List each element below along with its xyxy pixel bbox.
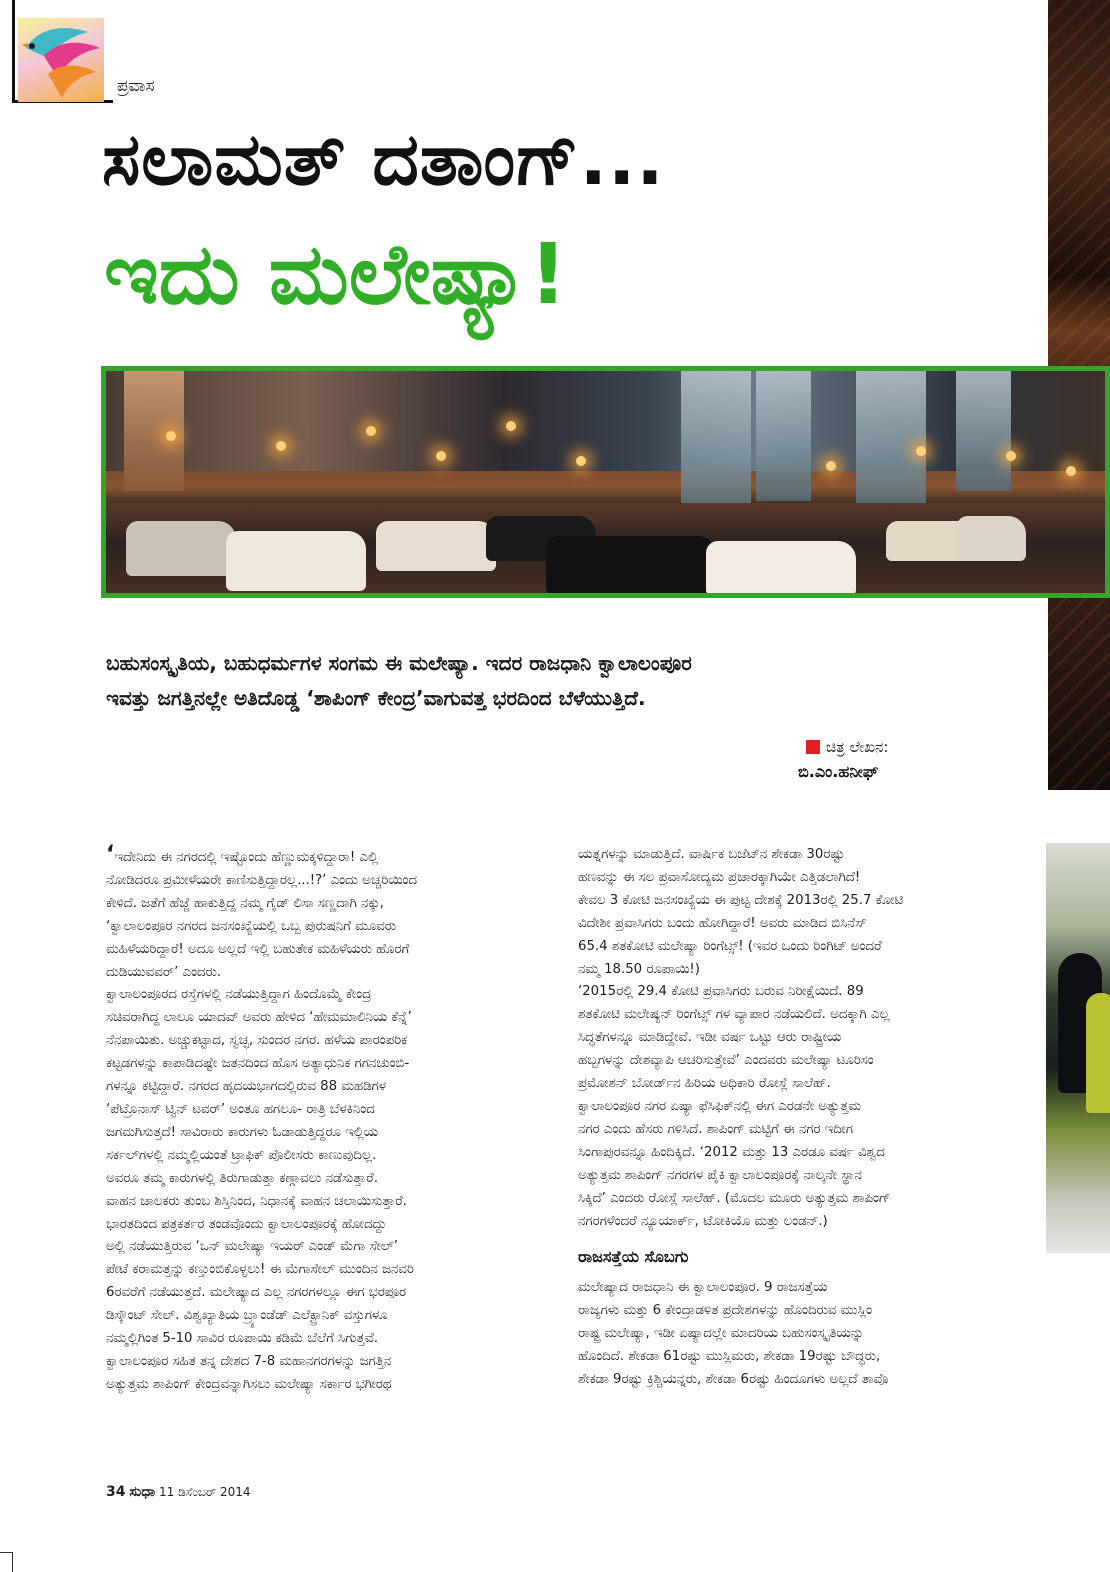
section-label: ಪ್ರವಾಸ: [117, 76, 155, 96]
body-line: ನಗರಗಳೆಂದರೆ ನ್ಯೂಯಾರ್ಕ್, ಟೋಕಿಯೊ ಮತ್ತು ಲಂಡನ್.): [578, 1213, 828, 1229]
street-light: [916, 446, 926, 456]
body-line: ಅತ್ಯುತ್ತಮ ಶಾಪಿಂಗ್ ನಗರಗಳ ಪೈಕಿ ಕ್ವಾಲಾಲಂಪೂರಕ್ಕೆ ನಾಲ್ಕನೇ ಸ್ಥಾನ: [578, 1167, 862, 1183]
bird-logo-icon: [18, 18, 104, 102]
street-light: [506, 421, 516, 431]
photo-building: [124, 371, 184, 491]
street-light: [826, 461, 836, 471]
opening-quote: ‘: [106, 844, 115, 867]
body-line: ಅತ್ಯುತ್ತಮ ಶಾಪಿಂಗ್ ಕೇಂದ್ರವನ್ನಾಗಿಸಲು ಮಲೇಷ್ಯಾ ಸರ್ಕಾರ ಭಗೀರಥ: [106, 1376, 392, 1392]
photo-car: [226, 531, 366, 591]
body-line: ಅವರೂ ತಮ್ಮ ಕಾರುಗಳಲ್ಲಿ ತಿರುಗಾಡುತ್ತಾ ಕಣ್ಗಾವಲು ನಡೆಸುತ್ತಾರೆ.: [106, 1170, 378, 1186]
street-light: [366, 426, 376, 436]
person-figure: [1086, 993, 1110, 1113]
byline-label-text: ಚಿತ್ರ ಲೇಖನ:: [826, 738, 889, 756]
body-line: ವಿದೇಶೀ ಪ್ರವಾಸಿಗರು ಬಂದು ಹೋಗಿದ್ದಾರೆ! ಅವರು ಮಾಡಿದ ಬಿಸಿನೆಸ್: [578, 915, 867, 931]
body-line: ಹೊಂದಿದೆ. ಶೇಕಡಾ 61ರಷ್ಟು ಮುಸ್ಲಿಮರು, ಶೇಕಡಾ 19ರಷ್ಟು ಬೌದ್ಧರು,: [578, 1349, 881, 1365]
body-line: ಸಿದ್ಧತೆಗಳನ್ನೂ ಮಾಡಿದ್ದೇವೆ. ಇಡೀ ವರ್ಷ ಒಟ್ಟು ಆರು ರಾಷ್ಟ್ರೀಯ: [578, 1030, 842, 1046]
page-number: 34: [106, 1484, 126, 1500]
body-line: ಕ್ವಾಲಾಲಂಪೂರದ ರಸ್ತೆಗಳಲ್ಲಿ ನಡೆಯುತ್ತಿದ್ದಾಗ ಹಿಂದೊಮ್ಮೆ ಕೇಂದ್ರ: [106, 987, 372, 1003]
body-line: ಸಿಕ್ಕಿದೆ’ ಎಂದರು ರೋಸ್ಲೆ ಸಾಲೆಹ್. (ಮೊದಲ ಮೂರು ಅತ್ಯುತ್ತಮ ಶಾಪಿಂಗ್: [578, 1190, 891, 1206]
photo-car: [956, 516, 1026, 561]
body-line: ವಾಹನ ಚಾಲಕರು ತುಂಬ ಶಿಸ್ತಿನಿಂದ, ನಿಧಾನಕ್ಕೆ ವಾಹನ ಚಲಾಯಿಸುತ್ತಾರೆ.: [106, 1193, 407, 1209]
byline-label: [806, 738, 888, 756]
body-line: ಮಹಿಳೆಯರಿದ್ದಾರೆ! ಅದೂ ಅಲ್ಲದೆ ಇಲ್ಲಿ ಬಹುತೇಕ ಮಹಿಳೆಯರು ಹೊರಗೆ: [106, 941, 410, 957]
photo-building: [956, 371, 1011, 491]
page-folio: [106, 1484, 251, 1500]
body-line: ಡಿಸ್ಕೌಂಟ್ ಸೇಲ್. ವಿಶ್ವಖ್ಯಾತಿಯ ಬ್ರ್ಯಾಂಡೆಡ್ ಎಲೆಕ್ಟ್ರಾನಿಕ್ ವಸ್ತುಗಳೂ: [106, 1308, 388, 1324]
headline-line-1: ಸಲಾಮತ್ ದತಾಂಗ್...: [102, 117, 665, 201]
lead-line: ಇವತ್ತು ಜಗತ್ತಿನಲ್ಲೇ ಅತಿದೊಡ್ಡ ‘ಶಾಪಿಂಗ್ ಕೇಂದ್ರ’ವಾಗುವತ್ತ ಭರದಿಂದ ಬೆಳೆಯುತ್ತಿದೆ.: [106, 686, 646, 710]
crop-mark: [0, 1552, 13, 1572]
hero-photo-kuala-lumpur: [101, 366, 1110, 598]
photo-car: [126, 521, 236, 576]
red-square-icon: [806, 740, 820, 754]
body-line-text: ಇದೇನಿದು ಈ ನಗರದಲ್ಲಿ ಇಷ್ಟೊಂದು ಹೆಣ್ಣುಮಕ್ಕಳಿದ್ದಾರಾ! ಎಲ್ಲಿ: [114, 850, 379, 865]
street-light: [1006, 451, 1016, 461]
headline-line-2: ಇದು ಮಲೇಷ್ಯಾ!: [104, 225, 568, 323]
body-line: ಜಗಮಗಿಸುತ್ತದೆ! ಸಾವಿರಾರು ಕಾರುಗಳು ಓಡಾಡುತ್ತಿದ್ದರೂ ಇಲ್ಲಿಯ: [106, 1124, 379, 1140]
body-line: ರಾಷ್ಟ್ರ ಮಲೇಷ್ಯಾ, ಇಡೀ ಏಷ್ಯಾದಲ್ಲೇ ಮಾದರಿಯ ಬಹುಸಂಸ್ಕೃತಿಯನ್ನು: [578, 1326, 865, 1342]
body-line: ರಾಜ್ಯಗಳು ಮತ್ತು 6 ಕೇಂದ್ರಾಡಳಿತ ಪ್ರದೇಶಗಳನ್ನು ಹೊಂದಿರುವ ಮುಸ್ಲಿಂ: [578, 1303, 872, 1319]
body-line: ನೆನಪಾಯಿತು. ಅಚ್ಚುಕಟ್ಟಾದ, ಸ್ವಚ್ಛ, ಸುಂದರ ನಗರ. ಹಳೆಯ ಪಾರಂಪರಿಕ: [106, 1033, 408, 1049]
body-line: ಸರ್ಕಲ್‌ಗಳಲ್ಲಿ ನಮ್ಮಲ್ಲಿಯಂತೆ ಟ್ರಾಫಿಕ್ ಪೊಲೀಸರು ಕಾಣುವುದಿಲ್ಲ.: [106, 1147, 377, 1163]
body-line: ಶತಕೋಟಿ ಮಲೇಷ್ಯನ್ ರಿಂಗೆಟ್ಸ್ ಗಳ ವ್ಯಾಪಾರ ನಡೆಯಲಿದೆ. ಅದಕ್ಕಾಗಿ ಎಲ್ಲ: [578, 1007, 890, 1023]
body-line: ಅಲ್ಲಿ ನಡೆಯುತ್ತಿರುವ ‘ಒನ್ ಮಲೇಷ್ಯಾ ಇಯರ್ ಎಂಡ್ ಮೆಗಾ ಸೇಲ್’: [106, 1239, 398, 1255]
body-line: 6ರವರೆಗೆ ನಡೆಯುತ್ತದೆ. ಮಲೇಷ್ಯಾದ ಎಲ್ಲ ನಗರಗಳಲ್ಲೂ ಈಗ ಭರಪೂರ: [106, 1285, 407, 1301]
lead-line: ಬಹುಸಂಸ್ಕೃತಿಯ, ಬಹುಧರ್ಮಗಳ ಸಂಗಮ ಈ ಮಲೇಷ್ಯಾ. ಇದರ ರಾಜಧಾನಿ ಕ್ವಾಲಾಲಂಪೂರ: [106, 651, 692, 675]
body-line: ನಗರ ಎಂದು ಹೆಸರು ಗಳಿಸಿದೆ. ಶಾಪಿಂಗ್ ಮಟ್ಟಿಗೆ ಈ ನಗರ ಇದೀಗ: [578, 1121, 853, 1137]
body-line: ಶೇಕಡಾ 9ರಷ್ಟು ಕ್ರಿಶ್ಚಿಯನ್ನರು, ಶೇಕಡಾ 6ರಷ್ಟು ಹಿಂದೂಗಳು ಅಲ್ಲದೆ ತಾವೊ: [578, 1372, 889, 1388]
body-line: ಹಬ್ಬಗಳನ್ನು ದೇಶವ್ಯಾಪಿ ಆಚರಿಸುತ್ತೇವೆ’ ಎಂದವರು ಮಲೇಷ್ಯಾ ಟೂರಿಸಂ: [578, 1053, 874, 1069]
body-line: ಪ್ರಮೋಶನ್ ಬೋರ್ಡ್‌ನ ಹಿರಿಯ ಅಧಿಕಾರಿ ರೋಸ್ಲೆ ಸಾಲೆಹ್.: [578, 1076, 831, 1092]
body-column-right: [578, 844, 1028, 1392]
body-line: ‘2015ರಲ್ಲಿ 29.4 ಕೋಟಿ ಪ್ರವಾಸಿಗರು ಬರುವ ನಿರೀಕ್ಷೆಯಿದೆ. 89: [578, 984, 864, 1000]
street-light: [1066, 466, 1076, 476]
edge-photo-street: [1046, 843, 1110, 1253]
body-line: [106, 844, 558, 870]
street-light: [436, 451, 446, 461]
street-light: [166, 431, 176, 441]
body-line: ಕ್ವಾಲಾಲಂಪೂರ ನಗರ ಏಷ್ಯಾ ಫೆಸಿಫಿಕ್‌ನಲ್ಲಿ ಈಗ ಎರಡನೇ ಅತ್ಯುತ್ತಮ: [578, 1098, 861, 1114]
body-line: ಪೇಟೆ ಕರಾಮತ್ತನ್ನು ಕಣ್ತುಂಬಿಕೊಳ್ಳಲು! ಈ ಮೆಗಾಸೇಲ್ ಮುಂದಿನ ಜನವರಿ: [106, 1262, 414, 1278]
body-line: ಯತ್ನಗಳನ್ನು ಮಾಡುತ್ತಿದೆ. ವಾರ್ಷಿಕ ಬಜೆಟ್‌ನ ಶೇಕಡಾ 30ರಷ್ಟು: [578, 847, 845, 862]
body-line: ‘ಪೆಟ್ರೊನಾಸ್ ಟ್ವಿನ್ ಟವರ್’ ಅಂತೂ ಹಗಲೂ- ರಾತ್ರಿ ಬೆಳಕಿನಿಂದ: [106, 1101, 375, 1117]
body-line: ‘ಕ್ವಾಲಾಲಂಪೂರ ನಗರದ ಜನಸಂಖ್ಯೆಯಲ್ಲಿ ಒಬ್ಬ ಪುರುಷನಿಗೆ ಮೂವರು: [106, 918, 397, 934]
photo-car: [706, 541, 856, 596]
body-line: ನೋಡಿದರೂ ಪ್ರಮೀಳೆಯರೇ ಕಾಣಿಸುತ್ತಿದ್ದಾರಲ್ಲ...!?’ ಎಂದು ಅಚ್ಚರಿಯಿಂದ: [106, 872, 418, 888]
body-line: ನಮ್ಮಲ್ಲಿಗಿಂತ 5-10 ಸಾವಿರ ರೂಪಾಯಿ ಕಡಿಮೆ ಬೆಲೆಗೆ ಸಿಗುತ್ತವೆ.: [106, 1331, 379, 1347]
photo-tower: [681, 371, 751, 521]
lead-paragraph: [106, 646, 1036, 716]
body-column-left: [106, 844, 558, 1397]
body-line: 65.4 ಶತಕೋಟಿ ಮಲೇಷ್ಯಾ ರಿಂಗೆಟ್ಸ್! (ಇವರ ಒಂದು ರಿಂಗಿಟ್ ಅಂದರೆ: [578, 938, 882, 954]
body-line: ಕೇವಲ 3 ಕೋಟಿ ಜನಸಂಖ್ಯೆಯ ಈ ಪುಟ್ಟ ದೇಶಕ್ಕೆ 2013ರಲ್ಲಿ 25.7 ಕೋಟಿ: [578, 892, 904, 908]
body-line: ಕೇಳಿದೆ. ಜತೆಗೆ ಹೆಜ್ಜೆ ಹಾಕುತ್ತಿದ್ದ ನಮ್ಮ ಗೈಡ್ ಲಿಸಾ ಸಣ್ಣದಾಗಿ ನಕ್ಕು,: [106, 895, 385, 911]
magazine-name: ಸುಧಾ: [129, 1484, 156, 1500]
body-line: ಕಟ್ಟಡಗಳನ್ನು ಕಾಪಾಡಿದಷ್ಟೇ ಜತನದಿಂದ ಹೊಸ ಅತ್ಯಾಧುನಿಕ ಗಗನಚುಂಬಿ-: [106, 1056, 410, 1072]
author-name: ಬಿ.ಎಂ.ಹನೀಫ್: [798, 762, 879, 781]
photo-car: [376, 521, 496, 571]
body-line: ನಮ್ಮ 18.50 ರೂಪಾಯಿ!): [578, 961, 700, 977]
body-line: ಮಲೇಷ್ಯಾದ ರಾಜಧಾನಿ ಈ ಕ್ವಾಲಾಲಂಪೂರ. 9 ರಾಜಸತ್ತೆಯ: [578, 1280, 828, 1296]
street-light: [276, 441, 286, 451]
body-line: ಸಿಂಗಾಪುರವನ್ನೂ ಹಿಂದಿಕ್ಕಿದೆ. ‘2012 ಮತ್ತು 13 ಎರಡೂ ವರ್ಷ ವಿಶ್ವದ: [578, 1144, 885, 1160]
body-line: ಹಣವನ್ನು ಈ ಸಲ ಪ್ರವಾಸೋದ್ಯಮ ಪ್ರಚಾರಕ್ಕಾಗಿಯೇ ಎತ್ತಿಡಲಾಗಿದೆ!: [578, 869, 861, 885]
issue-date: 11 ಡಿಸೆಂಬರ್ 2014: [159, 1485, 251, 1499]
photo-car: [546, 536, 716, 594]
body-line: ಭಾರತದಿಂದ ಪತ್ರಕರ್ತರ ತಂಡವೊಂದು ಕ್ವಾಲಾಲಂಪೂರಕ್ಕೆ ಹೋದದ್ದು: [106, 1216, 387, 1232]
photo-tower: [756, 371, 811, 501]
body-line: ಗಳನ್ನೂ ಕಟ್ಟಿದ್ದಾರೆ. ನಗರದ ಹೃದಯಭಾಗದಲ್ಲಿರುವ 88 ಮಹಡಿಗಳ: [106, 1079, 386, 1095]
body-line: ಕ್ವಾಲಾಲಂಪೂರ ಸಹಿತ ತನ್ನ ದೇಶದ 7-8 ಮಹಾನಗರಗಳನ್ನು ಜಗತ್ತಿನ: [106, 1353, 392, 1369]
body-line: ಸಚಿವರಾಗಿದ್ದ ಲಾಲೂ ಯಾದವ್ ಅವರು ಹೇಳಿದ ‘ಹೇಮಮಾಲಿನಿಯ ಕೆನ್ನೆ’: [106, 1010, 412, 1026]
photo-tower: [856, 371, 926, 516]
subheading: ರಾಜಸತ್ತೆಯ ಸೊಬಗು: [578, 1247, 689, 1267]
street-light: [576, 456, 586, 466]
body-line: ದುಡಿಯುವವರ್’ ಎಂದರು.: [106, 964, 222, 980]
